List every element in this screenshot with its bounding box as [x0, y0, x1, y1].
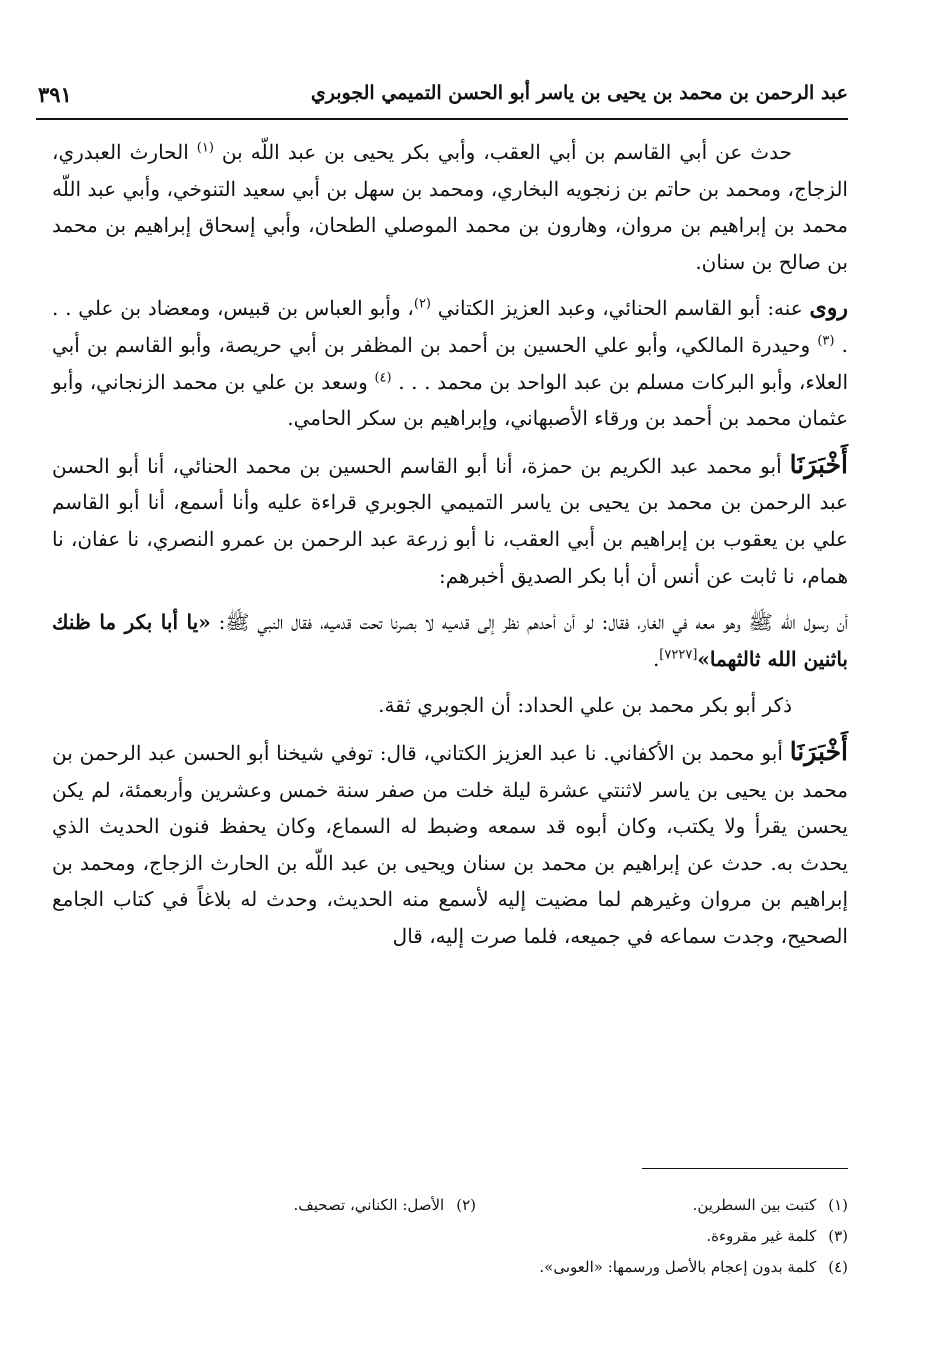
footnote-4: [52, 1252, 848, 1283]
text-run: الحارث العبدري، الزجاج، ومحمد بن حاتم بن زنجويه البخاري، ومحمد بن سهل بن أبي سعيد التنوخي، وأبي عبد اللّه محمد بن إبراهيم بن مروان، وهارون بن محمد الموصلي الطحان، وأبي إسحاق إبراهيم بن محمد بن صالح بن سنان.: [52, 140, 848, 274]
paragraph-hadith: [52, 604, 848, 677]
text-run: أن رسول اللّه ﷺ وهو معه في الغار، فقال: لو أن أحدهم نظر إلى قدميه لا بصرنا تحت قدميه، فقال النبي ﷺ:: [218, 610, 849, 635]
footnote-number: (٣): [828, 1227, 848, 1245]
text-run: عنه: أبو القاسم الحنائي، وعبد العزيز الكتاني: [437, 296, 803, 321]
page-header: [36, 78, 848, 120]
footnote-1: [476, 1190, 848, 1221]
footnote-text: كتبت بين السطرين.: [692, 1196, 817, 1214]
footnote-text: كلمة غير مقروءة.: [706, 1227, 817, 1245]
text-run: حدث عن أبي القاسم بن أبي العقب، وأبي بكر يحيى بن عبد اللّه بن: [221, 140, 792, 164]
keyword-rawa: روى: [809, 295, 848, 322]
footnote-number: (٢): [456, 1196, 476, 1214]
footnote-2: [293, 1190, 476, 1221]
text-run: ، وأبو العباس بن قبيس، ومعضاد بن علي . . .: [52, 296, 849, 357]
page-number: ٣٩١: [38, 82, 72, 107]
keyword-akhbarana: أَخْبَرَنَا: [789, 736, 849, 766]
footnote-ref: (١): [196, 140, 214, 156]
main-text: [52, 134, 848, 964]
footnotes: [52, 1190, 848, 1283]
text-run: أبو محمد عبد الكريم بن حمزة، أنا أبو القاسم الحسين بن محمد الحنائي، أنا أبو الحسن عبد الرحمن بن محمد بن يحيى بن ياسر التميمي الجوبري قراءة عليه وأنا أسمع، أنا أبو القاسم علي بن يعقوب بن إبراهيم بن أبي العقب، نا أبو زرعة عبد الرحمن بن عمرو النصري، نا عفان، نا همام، نا ثابت عن أنس أن أبا بكر الصديق أخبرهم:: [52, 453, 848, 588]
footnote-row: [52, 1190, 848, 1221]
hadith-quote: «يا أبا بكر ما ظنك باثنين الله ثالثهما»: [52, 610, 848, 671]
footnote-text: الأصل: الكناني، تصحيف.: [293, 1196, 445, 1214]
paragraph-grading: [52, 687, 848, 724]
text-run: أبو محمد بن الأكفاني. نا عبد العزيز الكتاني، قال: توفي شيخنا أبو الحسن عبد الرحمن بن محمد بن يحيى بن ياسر لاثنتي عشرة ليلة خلت من صفر سنة خمس وعشرين وأربعمئة، لم يكن يحسن يقرأ ولا يكتب، وكان أبوه قد سمعه وضبط له السماع، وكان يحفظ فنون الحديث الذي يحدث به. حدث عن إبراهيم بن محمد بن سنان ويحيى بن عبد اللّه بن الحارث الزجاج، ومحمد بن إبراهيم بن مروان وغيرهم لما مضيت إليه لأسمع منه الحديث، وحدث له بلاغاً في كتاب الجامع الصحيح، وجدت سماعه في جميعه، فلما صرت إليه، قال: [52, 740, 849, 948]
footnote-ref: (٤): [374, 369, 392, 385]
text-run: وسعد بن علي بن محمد الزنجاني، وأبو عثمان محمد بن أحمد بن ورقاء الأصبهاني، وإبراهيم بن سكر الحامي.: [52, 369, 848, 431]
footnote-ref: (٢): [413, 296, 431, 312]
text-run: ذكر أبو بكر محمد بن علي الحداد: أن الجوبري ثقة.: [378, 693, 792, 718]
running-title: عبد الرحمن بن محمد بن يحيى بن ياسر أبو الحسن التميمي الجوبري: [310, 82, 848, 104]
hadith-number: [٧٢٢٧]: [659, 647, 698, 663]
paragraph-students: [52, 290, 848, 436]
paragraph-isnad-1: [52, 447, 848, 594]
paragraph-teachers: [52, 134, 848, 280]
footnote-text: كلمة بدون إعجام بالأصل ورسمها: «العوىى».: [539, 1258, 817, 1276]
footnote-number: (٤): [828, 1258, 848, 1276]
footnote-3: [52, 1221, 848, 1252]
footnote-separator: [642, 1168, 848, 1169]
keyword-akhbarana: أَخْبَرَنَا: [789, 449, 848, 479]
paragraph-isnad-2: [52, 734, 848, 955]
text-run: .: [652, 646, 660, 671]
footnote-ref: (٣): [817, 333, 835, 349]
footnote-number: (١): [828, 1196, 848, 1214]
text-run: وحيدرة المالكي، وأبو علي الحسين بن أحمد بن المظفر بن أبي حريصة، وأبو القاسم بن أبي العلاء، وأبو البركات مسلم بن عبد الواحد بن محمد . . .: [52, 332, 849, 394]
